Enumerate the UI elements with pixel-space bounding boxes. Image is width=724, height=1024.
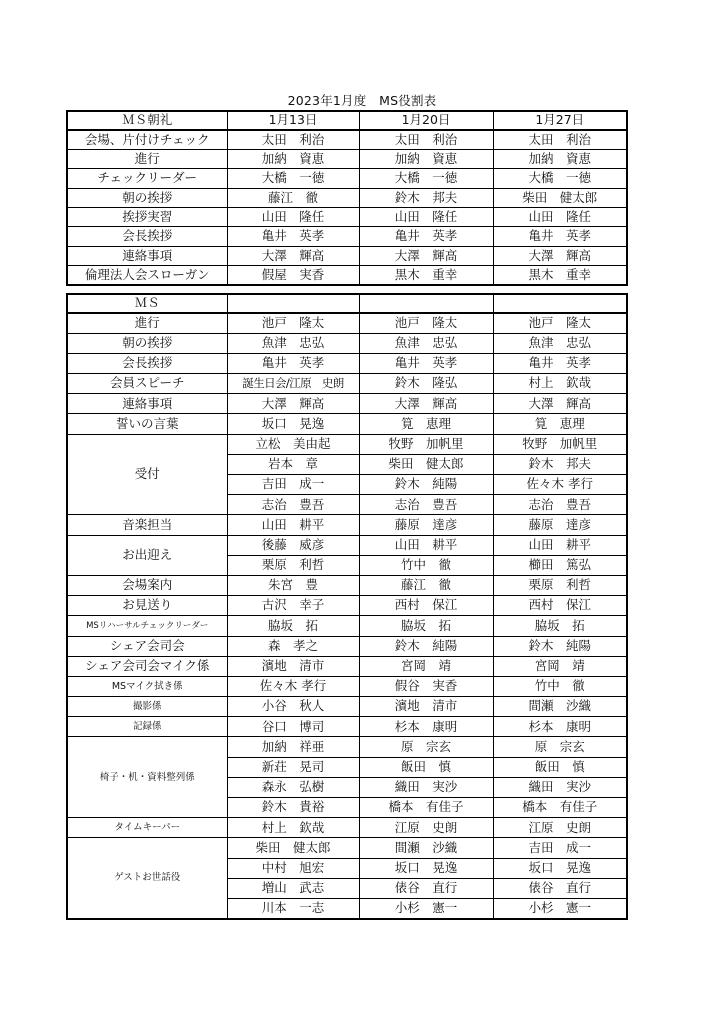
- assignee-cell: 朱宮 豊: [227, 575, 359, 595]
- assignee-cell: 藤江 徹: [227, 188, 359, 207]
- date-header: [227, 294, 359, 313]
- assignee-cell: 鈴木 隆弘: [359, 374, 493, 394]
- assignee-cell: 増山 武志: [227, 878, 359, 898]
- section-header: ＭＳ: [67, 294, 227, 313]
- assignee-cell: 櫛田 篤弘: [493, 555, 627, 575]
- role-cell: 進行: [67, 149, 227, 168]
- assignee-cell: 佐々木 孝行: [227, 676, 359, 696]
- assignee-cell: 魚津 忠弘: [359, 333, 493, 353]
- role-cell: 会長挨拶: [67, 353, 227, 373]
- assignee-cell: 濱地 清市: [227, 656, 359, 676]
- assignee-cell: 俵谷 直行: [359, 878, 493, 898]
- assignee-cell: 立松 美由起: [227, 434, 359, 454]
- assignee-cell: 鈴木 邦夫: [359, 188, 493, 207]
- assignee-cell: 大澤 輝高: [359, 246, 493, 265]
- assignee-cell: 村上 欽哉: [493, 374, 627, 394]
- morning-schedule-table: [66, 110, 628, 286]
- assignee-cell: 加納 資恵: [493, 149, 627, 168]
- assignee-cell: 池戸 隆太: [493, 313, 627, 333]
- role-cell: MSリハーサルチェックリーダー: [67, 616, 227, 636]
- assignee-cell: 山田 耕平: [227, 515, 359, 535]
- assignee-cell: 大澤 輝高: [493, 394, 627, 414]
- assignee-cell: 大澤 輝高: [227, 246, 359, 265]
- table-row: [67, 656, 627, 676]
- assignee-cell: 川本 一志: [227, 898, 359, 918]
- role-cell: 進行: [67, 313, 227, 333]
- assignee-cell: 藤原 達彦: [493, 515, 627, 535]
- role-cell: タイムキーパー: [67, 818, 227, 838]
- table-row: [67, 818, 627, 838]
- assignee-cell: 誕生日会/江原 史朗: [227, 374, 359, 394]
- role-cell: 連絡事項: [67, 394, 227, 414]
- assignee-cell: 原 宗玄: [493, 737, 627, 757]
- assignee-cell: 脇坂 拓: [359, 616, 493, 636]
- assignee-cell: 大橋 一徳: [359, 169, 493, 188]
- assignee-cell: 亀井 英孝: [493, 353, 627, 373]
- assignee-cell: 柴田 健太郎: [359, 454, 493, 474]
- assignee-cell: 濱地 清市: [359, 697, 493, 717]
- assignee-cell: 大澤 輝高: [227, 394, 359, 414]
- assignee-cell: 黒木 重幸: [493, 266, 627, 285]
- role-cell: お出迎え: [67, 535, 227, 575]
- table-row: [67, 266, 627, 285]
- assignee-cell: 吉田 成一: [493, 838, 627, 858]
- assignee-cell: 黒木 重幸: [359, 266, 493, 285]
- assignee-cell: 假屋 実香: [227, 266, 359, 285]
- role-cell: 会場案内: [67, 575, 227, 595]
- assignee-cell: 栗原 利哲: [493, 575, 627, 595]
- role-cell: 誓いの言葉: [67, 414, 227, 434]
- assignee-cell: 小谷 秋人: [227, 697, 359, 717]
- table-row: [67, 149, 627, 168]
- role-cell: シェア会司会: [67, 636, 227, 656]
- role-cell: 会場、片付けチェック: [67, 130, 227, 149]
- assignee-cell: 後藤 威彦: [227, 535, 359, 555]
- assignee-cell: 志治 豊吾: [359, 495, 493, 515]
- table-row: [67, 535, 627, 555]
- assignee-cell: 亀井 英孝: [493, 227, 627, 246]
- table-row: [67, 188, 627, 207]
- table-row: [67, 737, 627, 757]
- assignee-cell: 宮岡 靖: [359, 656, 493, 676]
- assignee-cell: 俵谷 直行: [493, 878, 627, 898]
- date-header: 1月27日: [493, 111, 627, 130]
- role-cell: 連絡事項: [67, 246, 227, 265]
- assignee-cell: 柴田 健太郎: [493, 188, 627, 207]
- table-row: [67, 676, 627, 696]
- assignee-cell: 織田 実沙: [493, 777, 627, 797]
- assignee-cell: 古沢 幸子: [227, 596, 359, 616]
- table-row: [67, 208, 627, 227]
- assignee-cell: 牧野 加帆里: [493, 434, 627, 454]
- table-row: [67, 130, 627, 149]
- role-cell: 朝の挨拶: [67, 333, 227, 353]
- table-row: [67, 169, 627, 188]
- date-header: [493, 294, 627, 313]
- assignee-cell: 坂口 晃逸: [493, 858, 627, 878]
- assignee-cell: 竹中 徹: [359, 555, 493, 575]
- assignee-cell: 杉本 康明: [359, 717, 493, 737]
- assignee-cell: 大橋 一徳: [227, 169, 359, 188]
- assignee-cell: 鈴木 邦夫: [493, 454, 627, 474]
- assignee-cell: 岩本 章: [227, 454, 359, 474]
- assignee-cell: 中村 旭宏: [227, 858, 359, 878]
- role-cell: チェックリーダー: [67, 169, 227, 188]
- ms-schedule-table: [66, 293, 628, 920]
- assignee-cell: 池戸 隆太: [227, 313, 359, 333]
- assignee-cell: 新荘 晃司: [227, 757, 359, 777]
- assignee-cell: 谷口 博司: [227, 717, 359, 737]
- table-row: [67, 575, 627, 595]
- assignee-cell: 西村 保江: [359, 596, 493, 616]
- assignee-cell: 間瀬 沙織: [493, 697, 627, 717]
- assignee-cell: 柴田 健太郎: [227, 838, 359, 858]
- assignee-cell: 亀井 英孝: [359, 227, 493, 246]
- assignee-cell: 坂口 晃逸: [359, 858, 493, 878]
- assignee-cell: 鈴木 純陽: [493, 636, 627, 656]
- assignee-cell: 大澤 輝高: [493, 246, 627, 265]
- assignee-cell: 志治 豊吾: [493, 495, 627, 515]
- assignee-cell: 原 宗玄: [359, 737, 493, 757]
- table-row: [67, 414, 627, 434]
- assignee-cell: 山田 隆任: [493, 208, 627, 227]
- assignee-cell: 飯田 慎: [493, 757, 627, 777]
- table-row: [67, 313, 627, 333]
- table-row: [67, 353, 627, 373]
- assignee-cell: 池戸 隆太: [359, 313, 493, 333]
- assignee-cell: 藤江 徹: [359, 575, 493, 595]
- assignee-cell: 飯田 慎: [359, 757, 493, 777]
- assignee-cell: 山田 耕平: [359, 535, 493, 555]
- assignee-cell: 杉本 康明: [493, 717, 627, 737]
- assignee-cell: 筧 恵理: [359, 414, 493, 434]
- assignee-cell: 小杉 憲一: [493, 898, 627, 918]
- header-row: [67, 111, 627, 130]
- table-row: [67, 246, 627, 265]
- role-cell: 倫理法人会スローガン: [67, 266, 227, 285]
- assignee-cell: 山田 隆任: [359, 208, 493, 227]
- assignee-cell: 筧 恵理: [493, 414, 627, 434]
- assignee-cell: 亀井 英孝: [227, 353, 359, 373]
- role-cell: 撮影係: [67, 697, 227, 717]
- assignee-cell: 加納 祥亜: [227, 737, 359, 757]
- assignee-cell: 坂口 晃逸: [227, 414, 359, 434]
- assignee-cell: 魚津 忠弘: [493, 333, 627, 353]
- table-row: [67, 374, 627, 394]
- role-cell: 椅子・机・資料整列係: [67, 737, 227, 818]
- page-title: 2023年1月度 MS役割表: [287, 93, 437, 108]
- assignee-cell: 吉田 成一: [227, 475, 359, 495]
- assignee-cell: 森永 弘樹: [227, 777, 359, 797]
- role-cell: 挨拶実習: [67, 208, 227, 227]
- assignee-cell: 太田 利治: [227, 130, 359, 149]
- table-row: [67, 434, 627, 454]
- date-header: 1月20日: [359, 111, 493, 130]
- assignee-cell: 志治 豊吾: [227, 495, 359, 515]
- table-row: [67, 515, 627, 535]
- role-cell: お見送り: [67, 596, 227, 616]
- assignee-cell: 脇坂 拓: [493, 616, 627, 636]
- assignee-cell: 栗原 利哲: [227, 555, 359, 575]
- assignee-cell: 江原 史朗: [493, 818, 627, 838]
- role-cell: シェア会司会マイク係: [67, 656, 227, 676]
- assignee-cell: 宮岡 靖: [493, 656, 627, 676]
- assignee-cell: 織田 実沙: [359, 777, 493, 797]
- date-header: [359, 294, 493, 313]
- assignee-cell: 大澤 輝高: [359, 394, 493, 414]
- assignee-cell: 藤原 達彦: [359, 515, 493, 535]
- table-row: [67, 394, 627, 414]
- assignee-cell: 鈴木 貴裕: [227, 798, 359, 818]
- assignee-cell: 加納 資恵: [359, 149, 493, 168]
- section-header: ＭＳ朝礼: [67, 111, 227, 130]
- assignee-cell: 假谷 実香: [359, 676, 493, 696]
- role-cell: ゲストお世話役: [67, 838, 227, 919]
- assignee-cell: 太田 利治: [359, 130, 493, 149]
- assignee-cell: 橋本 有佳子: [493, 798, 627, 818]
- role-cell: 受付: [67, 434, 227, 515]
- header-row: [67, 294, 627, 313]
- assignee-cell: 太田 利治: [493, 130, 627, 149]
- assignee-cell: 西村 保江: [493, 596, 627, 616]
- table-row: [67, 596, 627, 616]
- assignee-cell: 小杉 憲一: [359, 898, 493, 918]
- assignee-cell: 山田 耕平: [493, 535, 627, 555]
- table-row: [67, 697, 627, 717]
- assignee-cell: 鈴木 純陽: [359, 475, 493, 495]
- assignee-cell: 佐々木 孝行: [493, 475, 627, 495]
- role-cell: 朝の挨拶: [67, 188, 227, 207]
- table-row: [67, 227, 627, 246]
- table-row: [67, 838, 627, 858]
- table-row: [67, 717, 627, 737]
- assignee-cell: 橋本 有佳子: [359, 798, 493, 818]
- date-header: 1月13日: [227, 111, 359, 130]
- role-cell: 会長挨拶: [67, 227, 227, 246]
- assignee-cell: 竹中 徹: [493, 676, 627, 696]
- assignee-cell: 亀井 英孝: [359, 353, 493, 373]
- role-cell: MSマイク拭き係: [67, 676, 227, 696]
- assignee-cell: 山田 隆任: [227, 208, 359, 227]
- table-row: [67, 636, 627, 656]
- assignee-cell: 加納 資恵: [227, 149, 359, 168]
- assignee-cell: 牧野 加帆里: [359, 434, 493, 454]
- table-row: [67, 333, 627, 353]
- role-cell: 音楽担当: [67, 515, 227, 535]
- assignee-cell: 鈴木 純陽: [359, 636, 493, 656]
- assignee-cell: 江原 史朗: [359, 818, 493, 838]
- assignee-cell: 魚津 忠弘: [227, 333, 359, 353]
- role-cell: 記録係: [67, 717, 227, 737]
- assignee-cell: 亀井 英孝: [227, 227, 359, 246]
- assignee-cell: 間瀬 沙織: [359, 838, 493, 858]
- assignee-cell: 森 孝之: [227, 636, 359, 656]
- role-cell: 会員スピーチ: [67, 374, 227, 394]
- table-row: [67, 616, 627, 636]
- assignee-cell: 脇坂 拓: [227, 616, 359, 636]
- assignee-cell: 村上 欽哉: [227, 818, 359, 838]
- assignee-cell: 大橋 一徳: [493, 169, 627, 188]
